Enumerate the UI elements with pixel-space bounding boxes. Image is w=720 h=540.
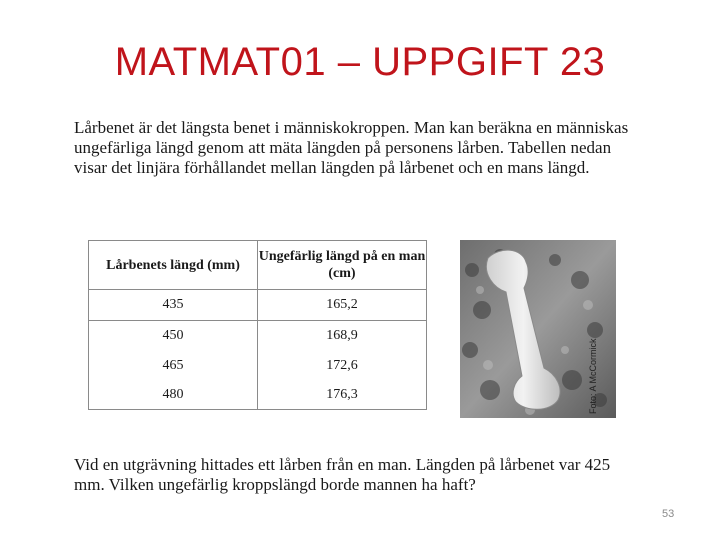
- femur-length-table: [88, 240, 427, 410]
- table-cell: 465: [89, 351, 258, 381]
- table-cell: 165,2: [258, 290, 427, 321]
- page-number: 53: [662, 508, 675, 520]
- table-cell: 435: [89, 290, 258, 321]
- table-cell: 176,3: [258, 381, 427, 410]
- table-row: [89, 351, 427, 381]
- intro-paragraph: Lårbenet är det längsta benet i människokroppen. Man kan beräkna en människas ungefärliga längd genom att mäta längden på personens lårben. Tabellen nedan visar det linjära förhållandet mellan längden på lårbenet och en mans längd.: [74, 118, 629, 177]
- photo-credit: Foto: A McCormick: [588, 338, 598, 414]
- table-header-row: [89, 241, 427, 290]
- table-row: [89, 381, 427, 410]
- slide-title: MATMAT01 – UPPGIFT 23: [114, 40, 606, 84]
- table-header-height: Ungefärlig längd på en man (cm): [258, 241, 427, 290]
- table-row: [89, 290, 427, 321]
- table-row: [89, 321, 427, 352]
- table-cell: 480: [89, 381, 258, 410]
- table-cell: 168,9: [258, 321, 427, 352]
- table-cell: 450: [89, 321, 258, 352]
- table-header-femur-length: Lårbenets längd (mm): [89, 241, 258, 290]
- question-paragraph: Vid en utgrävning hittades ett lårben från en man. Längden på lårbenet var 425 mm. Vilken ungefärlig kroppslängd borde mannen ha haft?: [74, 455, 611, 494]
- table-cell: 172,6: [258, 351, 427, 381]
